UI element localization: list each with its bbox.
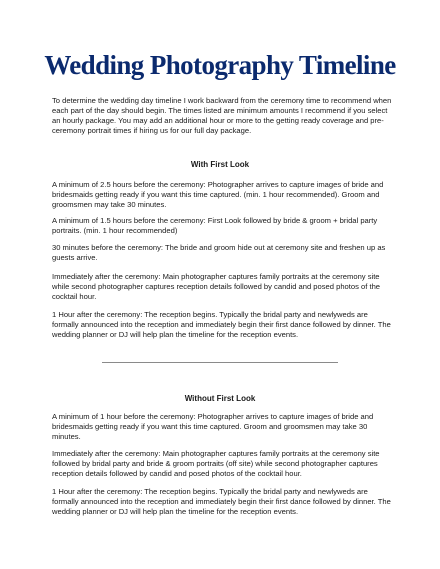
with-first-look-item: 1 Hour after the ceremony: The reception begins. Typically the bridal party and newlyweds are formally announced into the reception and immediately begin their first dance followed by dinner. The wedding planner or DJ will help plan the timeline for the reception events. [52,310,391,339]
page-title: Wedding Photography Timeline [44,50,396,80]
intro-paragraph: To determine the wedding day timeline I work backward from the ceremony time to recommend when each part of the day should begin. The times listed are minimum amounts I recommend if you select an hourly package. You may add an additional hour or more to the getting ready coverage and pre-ceremony portrait times if hiring us for our full day package. [52,96,392,135]
without-first-look-item: 1 Hour after the ceremony: The reception begins. Typically the bridal party and newlyweds are formally announced into the reception and immediately begin their first dance followed by dinner. The wedding planner or DJ will help plan the timeline for the reception events. [52,487,391,516]
section-divider [102,362,338,363]
without-first-look-item: A minimum of 1 hour before the ceremony: Photographer arrives to capture images of bride and bridesmaids getting ready if you want this time captured. Groom and groomsmen may take 30 minutes. [52,412,374,441]
with-first-look-item: A minimum of 2.5 hours before the ceremony: Photographer arrives to capture images of bride and bridesmaids getting ready if you want this time captured. (min. 1 hour recommended). Groom and groomsmen may take 30 minutes. [52,180,384,209]
section-heading-without-first-look: Without First Look [184,394,256,403]
with-first-look-item: 30 minutes before the ceremony: The bride and groom hide out at ceremony site and freshen up as guests arrive. [52,243,386,262]
with-first-look-item: A minimum of 1.5 hours before the ceremony: First Look followed by bride & groom + bridal party portraits. (min. 1 hour recommended) [52,216,378,235]
section-heading-with-first-look: With First Look [190,160,250,169]
without-first-look-item: Immediately after the ceremony: Main photographer captures family portraits at the ceremony site followed by bridal party and bride & groom portraits (off site) while second photographer captures reception details followed by candid and posed photos of the cocktail hour. [52,449,380,478]
with-first-look-item: Immediately after the ceremony: Main photographer captures family portraits at the ceremony site while second photographer captures reception details followed by candid and posed photos of the cocktail hour. [52,272,381,301]
